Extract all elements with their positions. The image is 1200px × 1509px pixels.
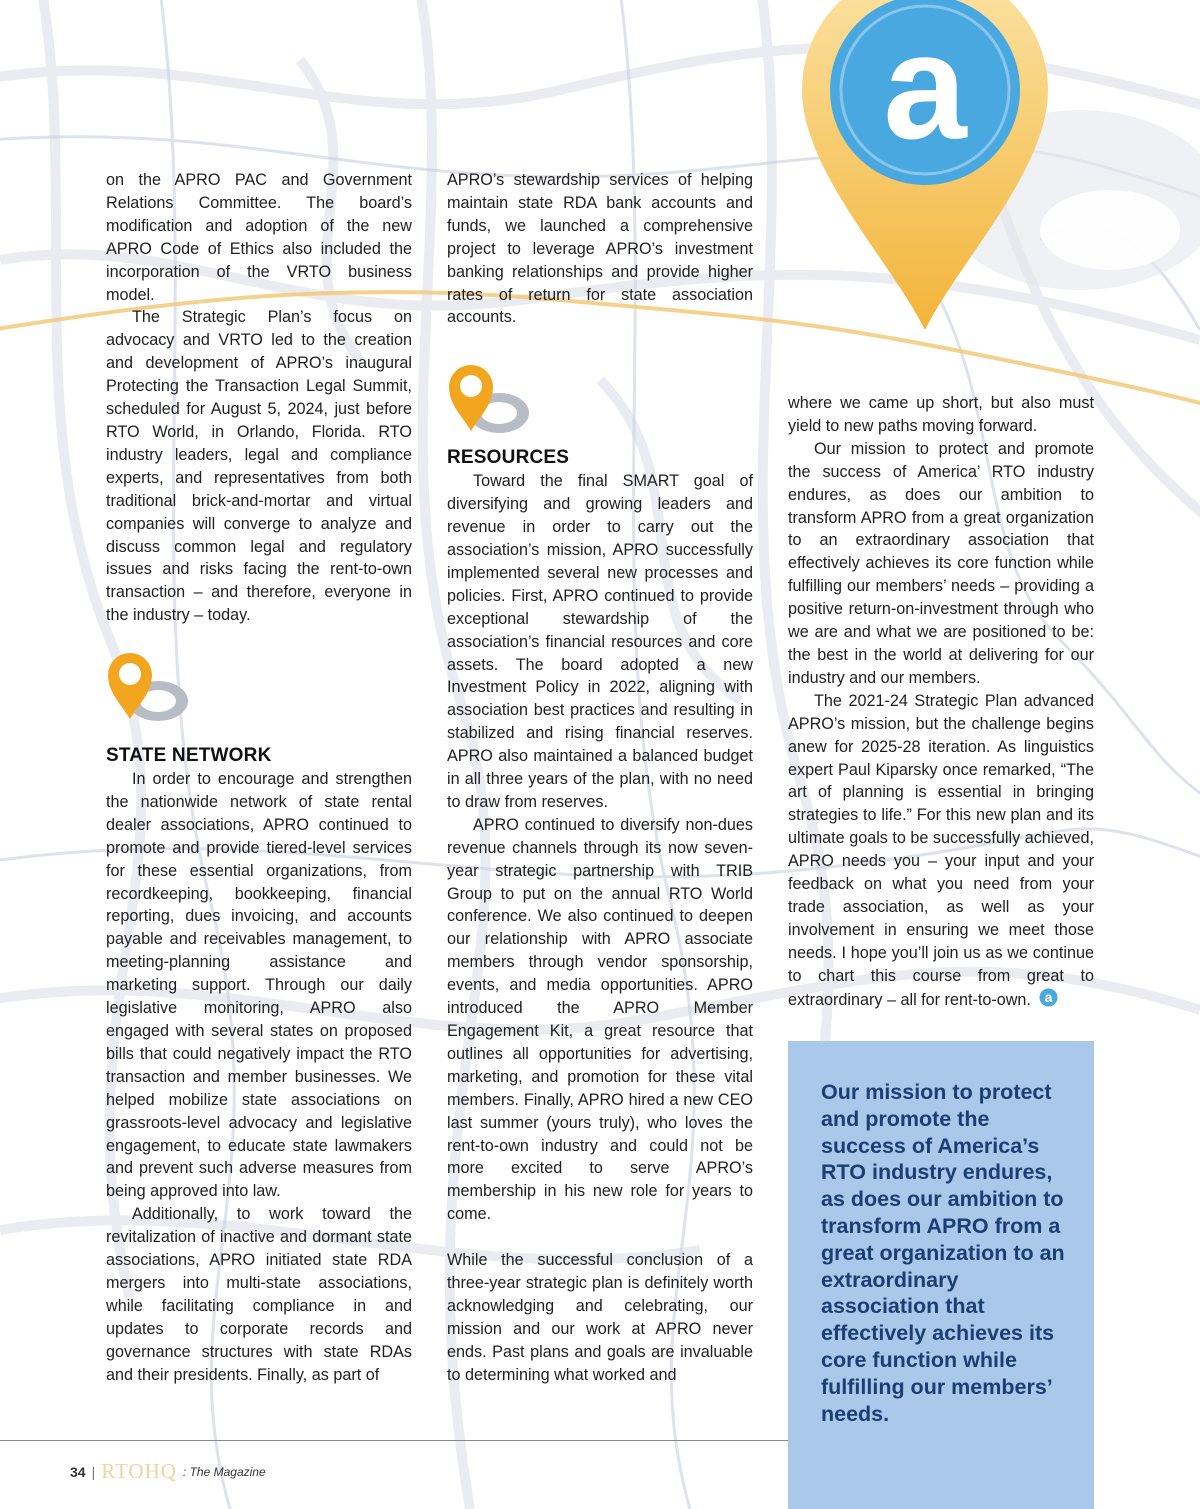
map-pin-icon [106, 649, 196, 727]
footer [70, 1459, 266, 1484]
paragraph: APRO’s stewardship services of helping maintain state RDA bank accounts and funds, we launched a comprehensive project to leverage APRO’s investment banking relationships and provide higher rates of return for state association accounts. [447, 171, 753, 327]
paragraph [788, 690, 1094, 1012]
paragraph: Additionally, to work toward the revitalization of inactive and dormant state associations, APRO initiated state RDA mergers into multi-state associations, while facilitating compliance in and updates to corporate records and governance structures with state RDAs and their presidents. Finally, as part of [106, 1205, 412, 1384]
paragraph: The Strategic Plan’s focus on advocacy and VRTO led to the creation and development of APRO’s inaugural Protecting the Transaction Legal Summit, scheduled for August 5, 2024, just before RTO World, in Orlando, Florida. RTO industry leaders, legal and compliance experts, and representatives from both traditional brick-and-mortar and virtual companies will converge to analyze and discuss common legal and regulatory issues and risks facing the rent-to-own transaction – and therefore, everyone in the industry – today. [106, 308, 412, 625]
section-heading-resources: RESOURCES [447, 447, 570, 469]
paragraph-text: The 2021-24 Strategic Plan advanced APRO’s mission, but the challenge begins anew for 2025-28 iteration. As linguistics expert Paul Kiparsky once remarked, “The art of planning is essential in bringing strategies to life.” For this new plan and its ultimate goals to be successfully achieved, APRO needs you – your input and your feedback on what you need from your trade association, as well as your involvement in ensuring we meet those needs. I hope you’ll join us as we continue to chart this course from great to extraordinary – all for rent-to-own. [788, 691, 1094, 1009]
paragraph: on the APRO PAC and Government Relations Committee. The board’s modification and adoption of the new APRO Code of Ethics also included the incorporation of the VRTO business model. [106, 171, 412, 304]
apro-logo-pin [800, 0, 1050, 340]
paragraph: APRO continued to diversify non-dues revenue channels through its now seven-year strategic partnership with TRIB Group to put on the annual RTO World conference. We also continued to deepen our relationship with APRO associate members through vendor sponsorship, events, and media opportunities. APRO introduced the APRO Member Engagement Kit, a great resource that outlines all opportunities for advertising, marketing, and promotion for these vital members. Finally, APRO hired a new CEO last summer (yours truly), who loves the rent-to-own industry and could not be more excited to serve APRO’s membership in his new role for years to come. [447, 815, 753, 1224]
magazine-brand: RTOHQ [101, 1459, 177, 1483]
paragraph: where we came up short, but also must yield to new paths moving forward. [788, 394, 1094, 435]
magazine-subtitle: : The Magazine [182, 1464, 266, 1479]
section-heading-state-network: STATE NETWORK [106, 745, 272, 767]
pull-quote-box [788, 1041, 1094, 1509]
column-3 [788, 392, 1094, 1011]
map-pin-icon [447, 361, 537, 439]
svg-text:a: a [1045, 988, 1053, 1005]
logo-letter: a [883, 2, 967, 170]
pull-quote-text: Our mission to protect and promote the success of America’s RTO industry endures, as does our ambition to transform APRO from a great organization to an extraordinary association that effectively achieves its core function while fulfilling our members’ needs. [821, 1080, 1065, 1426]
apro-end-mark-icon [1039, 988, 1058, 1007]
paragraph: Toward the final SMART goal of diversifying and growing leaders and revenue in order to carry out the association’s mission, APRO successfully implemented several new processes and policies. First, APRO continued to provide exceptional stewardship of the association’s financial resources and core assets. The board adopted a new Investment Policy in 2022, aligning with association best practices and resulting in stabilized and rising financial reserves. APRO also maintained a balanced budget in all three years of the plan, with no need to draw from reserves. [447, 472, 753, 811]
paragraph: In order to encourage and strengthen the nationwide network of state rental dealer associations, APRO continued to promote and provide tiered-level services for these essential organizations, from recordkeeping, bookkeeping, financial reporting, dues invoicing, and accounts payable and receivables management, to meeting-planning assistance and marketing support. Through our daily legislative monitoring, APRO also engaged with several states on proposed bills that could negatively impact the RTO transaction and member businesses. We helped mobilize state associations on grassroots-level advocacy and legislative engagement, to educate state lawmakers and prevent such adverse measures from being approved into law. [106, 770, 412, 1201]
page-number: 34 [70, 1463, 86, 1480]
column-1 [106, 169, 412, 1387]
paragraph: Our mission to protect and promote the success of America’ RTO industry endures, as does our ambition to transform APRO from a great organization to an extraordinary association that effectively achieves its core function while fulfilling our members’ needs – providing a positive return-on-investment through who we are and what we are positioned to be: the best in the world at delivering for our industry and our members. [788, 439, 1094, 687]
paragraph: While the successful conclusion of a three-year strategic plan is definitely worth acknowledging and celebrating, our mission and our work at APRO never ends. Past plans and goals are invaluable to determining what worked and [447, 1251, 753, 1384]
footer-rule [0, 1440, 788, 1441]
column-2 [447, 169, 753, 1386]
footer-separator: | [91, 1463, 96, 1480]
